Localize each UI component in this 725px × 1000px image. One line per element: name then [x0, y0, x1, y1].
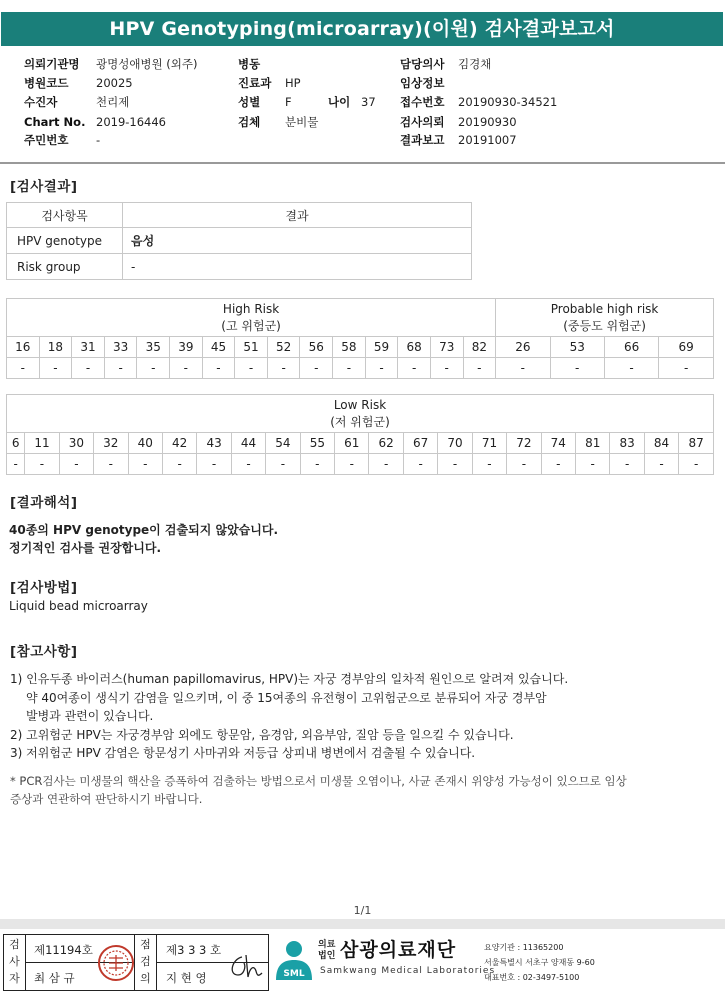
org-name-en: Samkwang Medical Laboratories — [320, 966, 496, 976]
interpretation-line: 정기적인 검사를 권장합니다. — [9, 541, 162, 555]
hpv-type-cell: 68 — [398, 337, 431, 358]
hpv-result-cell: - — [202, 358, 235, 379]
hpv-type-cell: 39 — [170, 337, 203, 358]
hpv-type-cell: 18 — [39, 337, 72, 358]
report-title: HPV Genotyping(microarray)(이원) 검사결과보고서 — [1, 12, 723, 46]
hpv-type-cell: 54 — [266, 433, 300, 454]
hpv-type-cell: 69 — [659, 337, 714, 358]
hpv-type-cell: 81 — [576, 433, 610, 454]
hospital-value: 광명성애병원 (외주) — [96, 57, 198, 71]
hpv-type-cell: 82 — [463, 337, 496, 358]
hpv-type-cell: 83 — [610, 433, 644, 454]
interpretation-text — [9, 521, 278, 557]
hpv-type-cell: 11 — [25, 433, 59, 454]
hpv-result-cell: - — [576, 454, 610, 475]
hpv-result-cell: - — [59, 454, 93, 475]
hpv-result-cell: - — [72, 358, 105, 379]
hpv-result-cell: - — [266, 454, 300, 475]
patient-info — [0, 52, 725, 164]
receiver-value: 천리제 — [96, 95, 130, 109]
high-risk-header — [7, 299, 496, 337]
table-row — [7, 228, 472, 254]
hpv-result-cell: - — [365, 358, 398, 379]
request-value: 20190930 — [458, 115, 517, 129]
reference-note: 약 40여종이 생식기 감염을 일으키며, 이 중 15여종의 유전형이 고위험군으로 분류되어 자궁 경부암 — [26, 690, 547, 705]
org-phone: 대표번호 : 02-3497-5100 — [484, 973, 580, 982]
low-risk-header — [7, 395, 714, 433]
hpv-type-cell: 61 — [335, 433, 369, 454]
reviewer-signature-icon — [224, 949, 264, 983]
low-risk-header-en: Low Risk — [333, 397, 387, 412]
ward-label: 병동 — [238, 57, 261, 71]
hpv-result-cell: - — [267, 358, 300, 379]
reference-note: 발병과 관련이 있습니다. — [26, 709, 154, 723]
accession-label: 접수번호 — [400, 95, 445, 109]
hpv-type-cell: 72 — [507, 433, 541, 454]
references-section-title: [참고사항] — [10, 644, 78, 660]
results-table — [6, 202, 472, 280]
org-prefix-bottom: 법인 — [318, 951, 336, 961]
report-date-value: 20191007 — [458, 133, 517, 147]
tester-label — [4, 935, 26, 990]
sex-value: F — [285, 95, 292, 109]
hpv-type-cell: 42 — [162, 433, 196, 454]
hpv-result-cell: - — [472, 454, 506, 475]
divider — [0, 160, 725, 163]
organization-logo — [272, 936, 722, 991]
hpv-result-cell: - — [659, 358, 714, 379]
hpv-type-cell: 26 — [496, 337, 550, 358]
receiver-label: 수진자 — [24, 95, 58, 109]
hpv-result-cell: - — [104, 358, 137, 379]
results-section-title: [검사결과] — [10, 179, 78, 195]
hpv-type-cell: 66 — [604, 337, 658, 358]
sex-label: 성별 — [238, 95, 261, 109]
result-item: Risk group — [7, 254, 123, 280]
hpv-type-cell: 74 — [541, 433, 575, 454]
tester-license: 제11194호 — [34, 943, 93, 957]
report-date-label: 결과보고 — [400, 133, 445, 147]
org-address: 서울특별시 서초구 양재동 9-60 — [484, 958, 595, 967]
hpv-type-cell: 73 — [430, 337, 463, 358]
hpv-type-cell: 52 — [267, 337, 300, 358]
org-contact — [484, 940, 595, 985]
reviewer-license: 제3 3 3 호 — [166, 943, 222, 957]
hpv-type-cell: 40 — [128, 433, 162, 454]
hpv-result-cell: - — [39, 358, 72, 379]
code-value: 20025 — [96, 76, 133, 90]
sml-logo-icon — [272, 938, 316, 988]
hpv-type-cell: 44 — [231, 433, 265, 454]
result-value: 음성 — [123, 228, 472, 254]
hpv-type-cell: 51 — [235, 337, 268, 358]
hpv-result-cell: - — [333, 358, 366, 379]
hpv-result-cell: - — [644, 454, 678, 475]
hpv-type-cell: 59 — [365, 337, 398, 358]
hpv-result-cell: - — [335, 454, 369, 475]
resident-label: 주민번호 — [24, 133, 69, 147]
doctor-value: 김경채 — [458, 57, 492, 71]
hpv-type-cell: 35 — [137, 337, 170, 358]
probable-risk-header — [496, 299, 714, 337]
low-risk-value-row — [7, 454, 714, 475]
reviewer-label — [135, 935, 157, 990]
reference-note: 1) 인유두종 바이러스(human papillomavirus, HPV)는 자궁 경부암의 일차적 원인으로 알려져 있습니다. — [10, 672, 569, 686]
result-item: HPV genotype — [7, 228, 123, 254]
table-row — [7, 254, 472, 280]
hpv-type-cell: 87 — [679, 433, 714, 454]
org-institution-code: 요양기관 : 11365200 — [484, 943, 564, 952]
clinical-label: 임상정보 — [400, 76, 445, 90]
age-value: 37 — [361, 95, 376, 109]
hpv-type-cell: 58 — [333, 337, 366, 358]
result-value: - — [123, 254, 472, 280]
method-section-title: [검사방법] — [10, 580, 78, 596]
hpv-result-cell: - — [679, 454, 714, 475]
hpv-result-cell: - — [463, 358, 496, 379]
dept-label: 진료과 — [238, 76, 272, 90]
code-label: 병원코드 — [24, 76, 69, 90]
high-risk-header-en: High Risk — [222, 301, 280, 316]
hpv-result-cell: - — [235, 358, 268, 379]
hpv-result-cell: - — [94, 454, 128, 475]
low-risk-header-ko: (저 위험군) — [330, 414, 390, 429]
chart-label: Chart No. — [24, 115, 86, 129]
doctor-label: 담당의사 — [400, 57, 445, 71]
footnote — [10, 772, 715, 808]
hpv-result-cell: - — [610, 454, 644, 475]
age-label: 나이 — [328, 95, 351, 109]
low-risk-type-row — [7, 433, 714, 454]
hpv-type-cell: 62 — [369, 433, 403, 454]
probable-risk-header-en: Probable high risk — [550, 301, 659, 316]
sml-badge-text: SML — [283, 969, 305, 979]
col-result-header: 결과 — [123, 203, 472, 228]
request-label: 검사의뢰 — [400, 115, 445, 129]
high-risk-header-ko: (고 위험군) — [221, 318, 281, 333]
hpv-type-cell: 33 — [104, 337, 137, 358]
hpv-type-cell: 53 — [550, 337, 604, 358]
specimen-label: 검체 — [238, 115, 261, 129]
hpv-result-cell: - — [496, 358, 550, 379]
org-prefix-top: 의료 — [318, 940, 336, 950]
hpv-type-cell: 6 — [7, 433, 25, 454]
tester-name: 최 삼 규 — [34, 971, 75, 985]
footnote-line: 증상과 연관하여 판단하시기 바랍니다. — [10, 792, 203, 806]
hpv-result-cell: - — [550, 358, 604, 379]
footnote-line: * PCR검사는 미생물의 핵산을 증폭하여 검출하는 방법으로서 미생물 오염이나, 사균 존재시 위양성 가능성이 있으므로 임상 — [10, 774, 627, 788]
hpv-result-cell: - — [300, 358, 333, 379]
page-number: 1/1 — [353, 904, 372, 917]
hpv-type-cell: 45 — [202, 337, 235, 358]
hpv-type-cell: 70 — [438, 433, 472, 454]
chart-value: 2019-16446 — [96, 115, 166, 129]
interpretation-line: 40종의 HPV genotype이 검출되지 않았습니다. — [9, 523, 279, 537]
reviewer-name: 지 현 영 — [166, 971, 207, 985]
hpv-type-cell: 31 — [72, 337, 105, 358]
probable-risk-header-ko: (중등도 위험군) — [563, 318, 646, 333]
tester-seal-icon — [96, 943, 136, 983]
reference-note: 2) 고위험군 HPV는 자궁경부암 외에도 항문암, 음경암, 외음부암, 질암 등을 일으킬 수 있습니다. — [10, 727, 514, 742]
references-notes — [10, 670, 715, 763]
hpv-result-cell: - — [7, 358, 40, 379]
hpv-result-cell: - — [403, 454, 437, 475]
hpv-result-cell: - — [170, 358, 203, 379]
resident-value: - — [96, 133, 101, 147]
high-risk-type-row — [7, 337, 714, 358]
hpv-type-cell: 43 — [197, 433, 231, 454]
high-risk-value-row — [7, 358, 714, 379]
hpv-result-cell: - — [128, 454, 162, 475]
hpv-result-cell: - — [604, 358, 658, 379]
signature-box — [3, 934, 269, 991]
hpv-result-cell: - — [231, 454, 265, 475]
reference-note: 3) 저위험군 HPV 감염은 항문성기 사마귀와 저등급 상피내 병변에서 검출될 수 있습니다. — [10, 746, 476, 760]
tester-label-text: 검사자 — [9, 938, 20, 985]
hpv-type-cell: 32 — [94, 433, 128, 454]
interpretation-section-title: [결과해석] — [10, 495, 78, 511]
col-item-header: 검사항목 — [7, 203, 123, 228]
hpv-result-cell: - — [300, 454, 334, 475]
low-risk-table — [6, 394, 714, 475]
hpv-type-cell: 71 — [472, 433, 506, 454]
org-name: 삼광의료재단 — [340, 939, 457, 961]
hpv-type-cell: 84 — [644, 433, 678, 454]
hpv-type-cell: 55 — [300, 433, 334, 454]
footer-band — [0, 919, 725, 929]
hpv-result-cell: - — [398, 358, 431, 379]
specimen-value: 분비물 — [285, 115, 319, 129]
hpv-result-cell: - — [507, 454, 541, 475]
org-prefix — [318, 940, 335, 962]
hpv-type-cell: 16 — [7, 337, 40, 358]
hpv-type-cell: 67 — [403, 433, 437, 454]
reviewer-label-text: 점검의 — [140, 938, 151, 985]
hpv-result-cell: - — [162, 454, 196, 475]
hpv-result-cell: - — [7, 454, 25, 475]
hospital-label: 의뢰기관명 — [24, 57, 80, 71]
dept-value: HP — [285, 76, 301, 90]
hpv-result-cell: - — [25, 454, 59, 475]
hpv-type-cell: 30 — [59, 433, 93, 454]
hpv-result-cell: - — [137, 358, 170, 379]
hpv-result-cell: - — [369, 454, 403, 475]
hpv-result-cell: - — [438, 454, 472, 475]
hpv-result-cell: - — [197, 454, 231, 475]
hpv-result-cell: - — [430, 358, 463, 379]
method-text: Liquid bead microarray — [9, 599, 148, 613]
high-risk-table — [6, 298, 714, 379]
hpv-type-cell: 56 — [300, 337, 333, 358]
hpv-result-cell: - — [541, 454, 575, 475]
accession-value: 20190930-34521 — [458, 95, 558, 109]
